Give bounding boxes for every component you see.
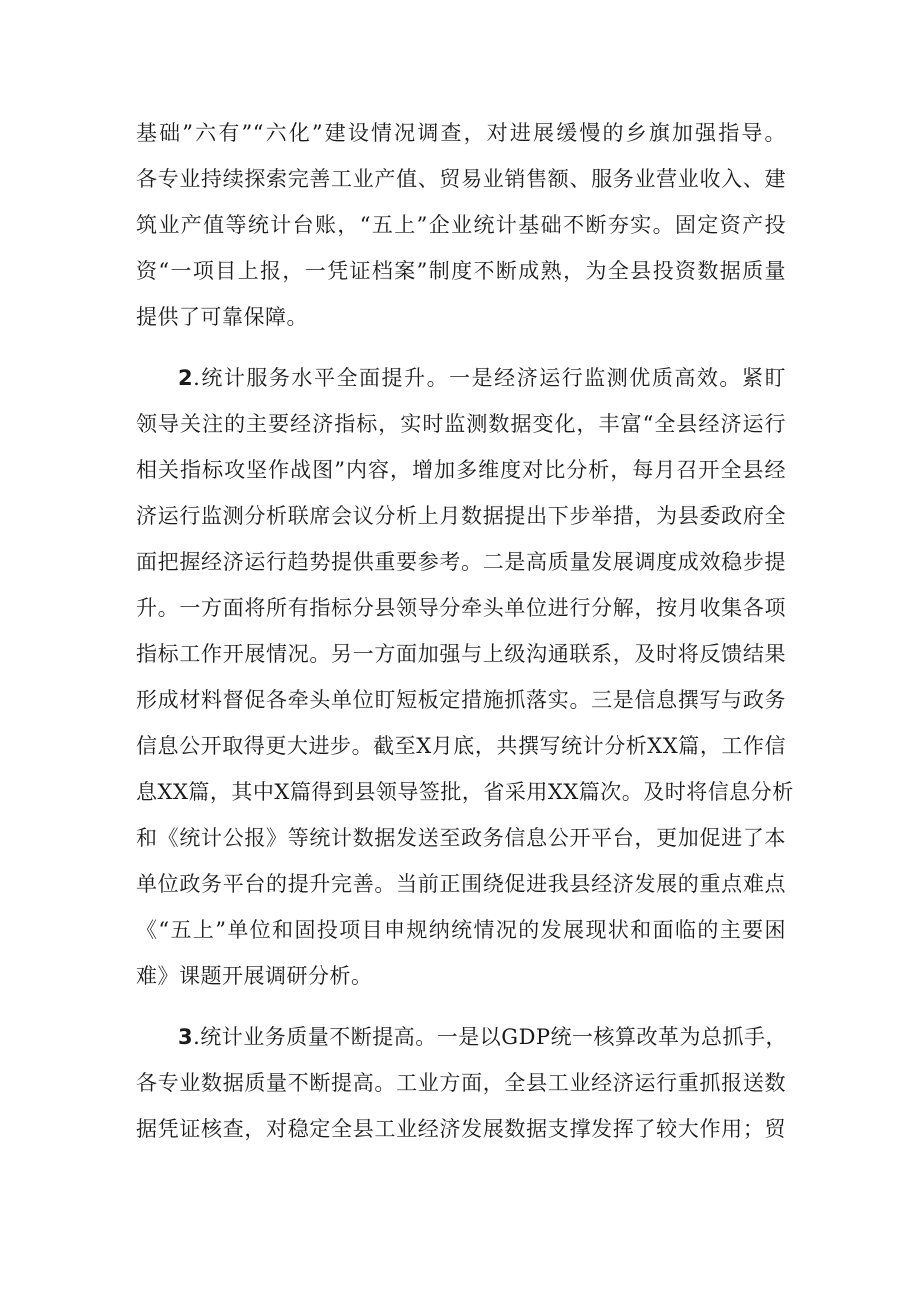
section-number: 3 bbox=[178, 1025, 194, 1049]
section-number: 2 bbox=[178, 366, 194, 390]
paragraph-section-2 bbox=[136, 355, 794, 999]
text-line: 面把握经济运行趋势提供重要参考。二是高质量发展调度成效稳步提 bbox=[136, 550, 786, 574]
text-line: 信息公开取得更大进步。截至X月底，共撰写统计分析XX篇，工作信 bbox=[136, 734, 786, 758]
text-line: 息XX篇，其中X篇得到县领导签批，省采用XX篇次。及时将信息分析 bbox=[136, 780, 794, 804]
text-line: 各专业持续探索完善工业产值、贸易业销售额、服务业营业收入、建 bbox=[136, 167, 786, 191]
section-heading-line bbox=[136, 355, 786, 401]
text-line: 单位政务平台的提升完善。当前正围绕促进我县经济发展的重点难点 bbox=[136, 872, 786, 896]
text-line: 资“一项目上报，一凭证档案”制度不断成熟，为全县投资数据质量 bbox=[136, 259, 786, 283]
text-line: 和《统计公报》等统计数据发送至政务信息公开平台，更加促进了本 bbox=[136, 826, 786, 850]
text-line: 指标工作开展情况。另一方面加强与上级沟通联系，及时将反馈结果 bbox=[136, 642, 786, 666]
text-line: 基础”六有”“六化”建设情况调查，对进展缓慢的乡旗加强指导。 bbox=[136, 121, 786, 145]
text-line: 各专业数据质量不断提高。工业方面，全县工业经济运行重抓报送数 bbox=[136, 1071, 786, 1095]
text-line: 升。一方面将所有指标分县领导分牵头单位进行分解，按月收集各项 bbox=[136, 596, 786, 620]
paragraph-section-3 bbox=[136, 1014, 786, 1152]
text-line: .统计服务水平全面提升。一是经济运行监测优质高效。紧盯 bbox=[193, 366, 786, 390]
text-line: 提供了可靠保障。 bbox=[136, 305, 308, 329]
text-line: .统计业务质量不断提高。一是以GDP统一核算改革为总抓手， bbox=[193, 1025, 788, 1049]
text-line: 领导关注的主要经济指标，实时监测数据变化，丰富“全县经济运行 bbox=[136, 412, 786, 436]
paragraph-continuation bbox=[136, 110, 786, 340]
text-line: 济运行监测分析联席会议分析上月数据提出下步举措，为县委政府全 bbox=[136, 504, 786, 528]
section-heading-line bbox=[136, 1014, 786, 1060]
text-line: 筑业产值等统计台账，“五上”企业统计基础不断夯实。固定资产投 bbox=[136, 213, 786, 237]
text-line: 《“五上”单位和固投项目申规纳统情况的发展现状和面临的主要困 bbox=[136, 918, 786, 942]
text-line: 形成材料督促各牵头单位盯短板定措施抓落实。三是信息撰写与政务 bbox=[136, 688, 786, 712]
text-line: 据凭证核查，对稳定全县工业经济发展数据支撑发挥了较大作用；贸 bbox=[136, 1117, 786, 1141]
text-line: 相关指标攻坚作战图”内容，增加多维度对比分析，每月召开全县经 bbox=[136, 458, 786, 482]
text-line: 难》课题开展调研分析。 bbox=[136, 964, 373, 988]
